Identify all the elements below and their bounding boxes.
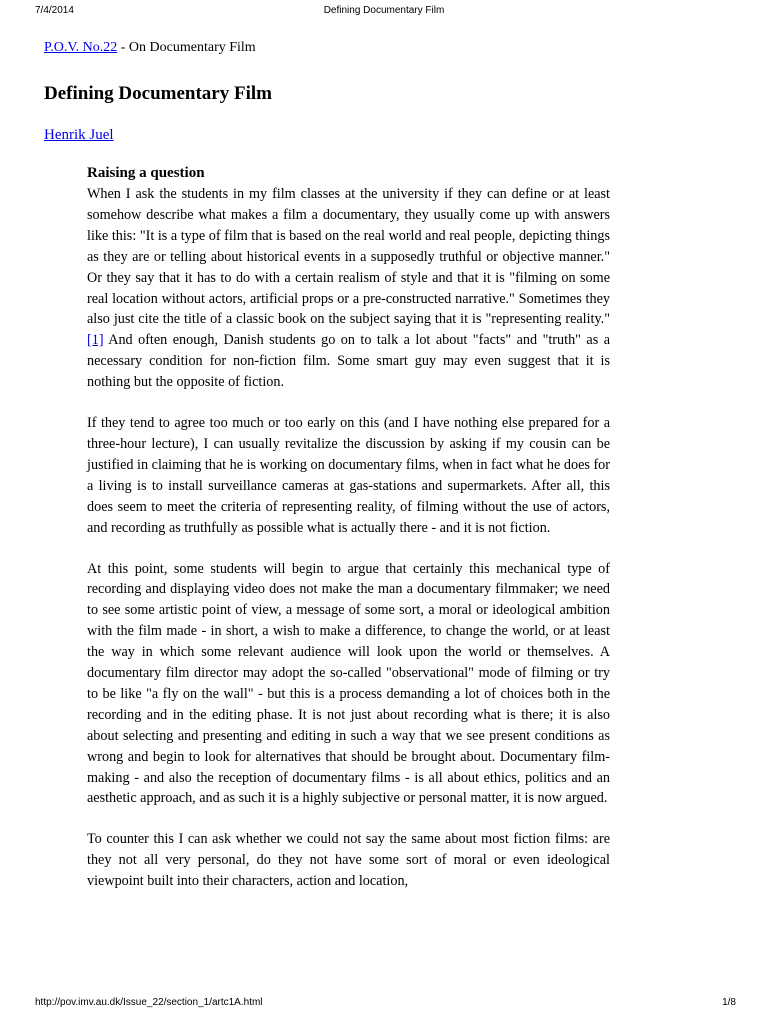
author-link[interactable]: Henrik Juel: [44, 127, 114, 143]
page-title: Defining Documentary Film: [44, 83, 272, 104]
document-page: [44, 38, 736, 912]
paragraph-4: To counter this I can ask whether we could not say the same about most fiction films: are they not all very personal, do they not have some sort of moral or even ideological viewpoint built into their characters, action and location,: [87, 831, 610, 890]
paragraph-2: If they tend to agree too much or too early on this (and I have nothing else prepared for a three-hour lecture), I can usually revitalize the discussion by asking if my cousin can be justified in claiming that he is working on documentary films, when in fact what he does for a living is to install surveillance cameras at gas-stations and supermarkets. After all, this does seem to meet the criteria of representing reality, of filming without the use of actors, and recording as truthfully as possible what is actually there - and it is not fiction.: [87, 415, 610, 536]
paragraph-1-text-b: And often enough, Danish students go on to talk a lot about "facts" and "truth" as a necessary condition for non-fiction film. Some smart guy may even suggest that it is nothing but the opposite of fiction.: [87, 332, 610, 391]
issue-link[interactable]: P.O.V. No.22: [44, 40, 118, 55]
author-line: [44, 124, 736, 146]
paragraph-1-text-a: When I ask the students in my film classes at the university if they can define or at least somehow describe what makes a film a documentary, they usually come up with answers like this: "It is a type of film that is based on the real world and real people, depicting things as they are or telling about historical events in a supposedly truthful or objective manner." Or they say that it has to do with a certain realism of style and that it is "filming on some real location without actors, artificial props or a pre-constructed narrative." Sometimes they also just cite the title of a classic book on the subject saying that it is "representing reality.": [87, 186, 610, 328]
print-footer: [0, 997, 768, 1011]
article-body: [87, 162, 610, 892]
paragraph-3: At this point, some students will begin to argue that certainly this mechanical type of recording and displaying video does not make the man a documentary filmmaker; we need to see some artistic point of view, a message of some sort, a moral or ideological ambition with the film made - in short, a wish to make a difference, to change the world, or at least the way in which some relevant audience will look upon the world or themselves. A documentary film director may adopt the so-called "observational" mode of filming or try to be like "a fly on the wall" - but this is a process demanding a lot of choices both in the recording and in the editing phase. It is not just about recording what is there; it is also about selecting and presenting and editing in such a way that we see present conditions as wrong and begin to look for alternatives that should be brought about. Documentary film- making - and also the reception of documentary films - is all about ethics, politics and an aesthetic approach, and as such it is a highly subjective or personal matter, it is now argued.: [87, 560, 610, 807]
footnote-link-1[interactable]: [1]: [87, 332, 104, 349]
breadcrumb-suffix: - On Documentary Film: [117, 40, 256, 55]
print-date: 7/4/2014: [35, 5, 74, 16]
print-header-title: Defining Documentary Film: [323, 5, 445, 16]
print-header: [0, 5, 768, 19]
page-url: http://pov.imv.au.dk/Issue_22/section_1/artc1A.html: [35, 997, 263, 1008]
page-counter: 1/8: [722, 997, 736, 1008]
paragraph-1: [87, 184, 610, 393]
section-heading: Raising a question: [87, 165, 205, 181]
breadcrumb: [44, 38, 736, 58]
